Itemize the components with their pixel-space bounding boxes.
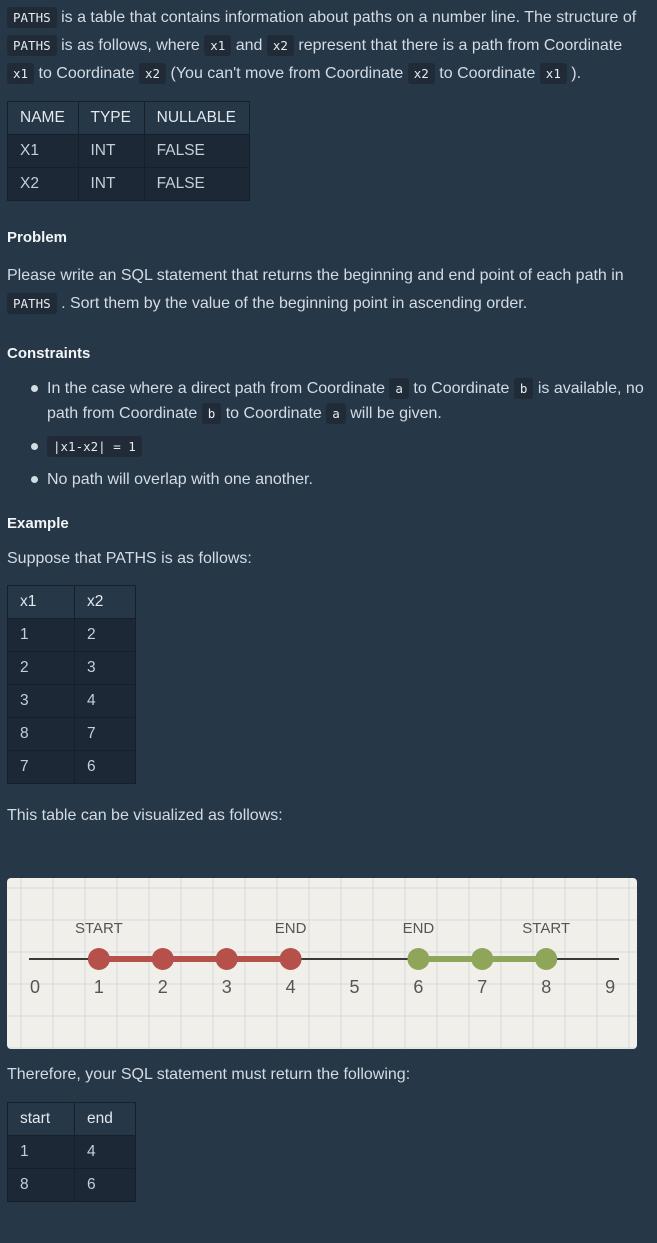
table-row [8,619,136,652]
table-cell: 3 [75,652,136,685]
table-header-row [8,586,136,619]
table-row [8,685,136,718]
table-header-row [8,102,250,135]
table-row [8,1136,136,1169]
result-table [7,1102,136,1202]
table-cell: X2 [8,168,79,201]
axis-number-label: 8 [541,977,552,997]
problem-heading: Problem [7,229,68,246]
table-cell: 3 [8,685,75,718]
intro-paragraph: PATHS is a table that contains information about paths on a number line. The structure of PATHS is as follows, where x1 and x2 represent that there is a path from Coordinate x1 to Coordinate x2 (You can't move from Coordinate x2 to Coordinate x1 ). [7,4,650,88]
table-cell: 7 [75,718,136,751]
number-line-svg [7,878,637,1049]
end-label: END [274,920,307,937]
table-cell: 6 [75,751,136,784]
path-point [407,948,429,970]
table-cell: 4 [75,685,136,718]
axis-number-label: 6 [413,977,424,997]
axis-number-label: 7 [477,977,488,997]
constraints-heading: Constraints [7,345,91,362]
result-section [0,1061,657,1202]
problem-page [0,4,657,830]
path-point [152,948,174,970]
column-header: TYPE [78,102,144,135]
end-label: END [402,920,435,937]
table-cell: INT [78,135,144,168]
table-row [8,168,250,201]
start-label: START [522,920,571,937]
table-cell: 7 [8,751,75,784]
paths-code: PATHS [7,7,57,28]
table-cell: 2 [75,619,136,652]
axis-number-label: 9 [605,977,616,997]
table-cell: 8 [8,718,75,751]
table-cell: FALSE [144,135,249,168]
axis-number-label: 3 [221,977,232,997]
column-header: start [8,1103,75,1136]
axis-number-label: 2 [157,977,168,997]
path-point [88,948,110,970]
path-point [471,948,493,970]
example-intro: Suppose that PATHS is as follows: [7,550,252,567]
column-header: x1 [8,586,75,619]
table-cell: 8 [8,1169,75,1202]
example-heading: Example [7,515,69,532]
path-point [216,948,238,970]
list-item: |x1-x2| = 1 [47,434,650,459]
axis-number-label: 1 [93,977,104,997]
table-header-row [8,1103,136,1136]
table-row [8,652,136,685]
column-header: x2 [75,586,136,619]
table-cell: 1 [8,619,75,652]
table-cell: 1 [8,1136,75,1169]
table-cell: 2 [8,652,75,685]
visualization-caption: This table can be visualized as follows: [7,807,283,824]
table-row [8,718,136,751]
table-cell: INT [78,168,144,201]
list-item: In the case where a direct path from Coordinate a to Coordinate b is available, no path from Coordinate b to Coordinate a will be given. [47,376,650,426]
table-cell: 6 [75,1169,136,1202]
path-point [280,948,302,970]
table-row [8,751,136,784]
table-cell: X1 [8,135,79,168]
constraints-list [7,376,650,492]
number-line-visualization [7,878,637,1049]
start-label: START [75,920,123,937]
axis-number-label: 4 [285,977,296,997]
column-header: NAME [8,102,79,135]
list-item: No path will overlap with one another. [47,467,650,492]
axis-number-label: 0 [29,977,41,997]
axis-number-label: 5 [349,977,360,997]
path-point [535,948,557,970]
problem-paragraph: Please write an SQL statement that returns the beginning and end point of each path in PATHS . Sort them by the value of the beginning point in ascending order. [7,267,624,312]
table-cell: FALSE [144,168,249,201]
table-row [8,135,250,168]
result-caption: Therefore, your SQL statement must return the following: [7,1066,411,1083]
example-table [7,585,136,784]
table-cell: 4 [75,1136,136,1169]
schema-table [7,101,250,201]
table-row [8,1169,136,1202]
column-header: NULLABLE [144,102,249,135]
column-header: end [75,1103,136,1136]
